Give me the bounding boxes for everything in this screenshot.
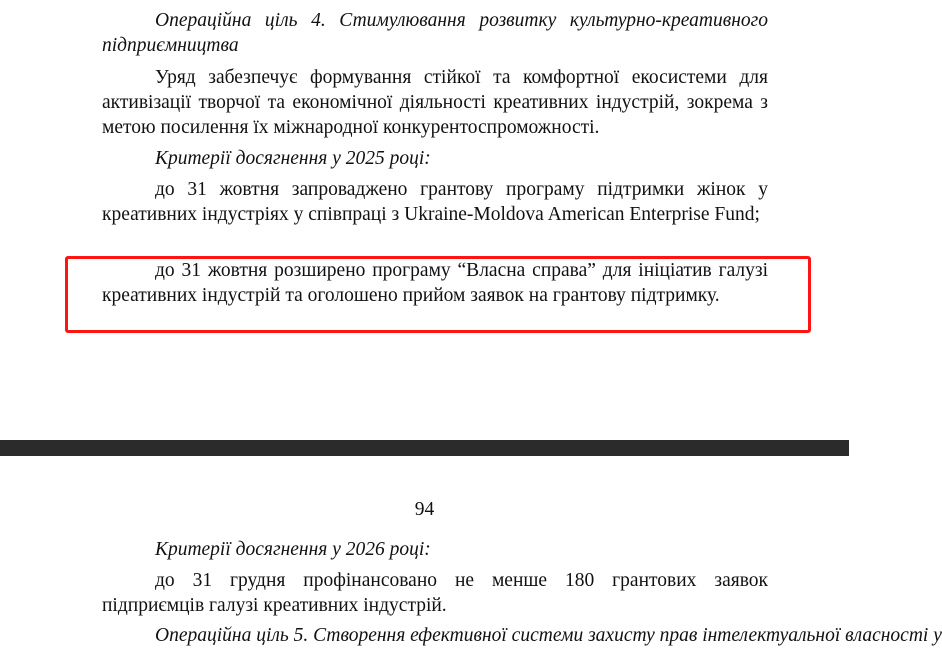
criteria-item-women-grant-program: до 31 жовтня запроваджено грантову програму підтримки жінок у креативних індустріях у співпраці з Ukraine-Moldova American Enterprise Fund;: [102, 179, 768, 225]
document-page-2: [0, 456, 942, 646]
page-number: 94: [414, 499, 435, 520]
page-separator: [0, 440, 849, 456]
criteria-2026-heading: Критерії досягнення у 2026 році:: [155, 539, 431, 560]
operational-goal-5-heading-partial: Операційна ціль 5. Створення ефективної системи захисту прав інтелектуальної власності у: [155, 625, 942, 646]
red-highlight-box: [65, 256, 811, 333]
criteria-item-own-business-program: до 31 жовтня розширено програму “Власна справа” для ініціатив галузі креативних індустрій та оголошено прийом заявок на грантову підтримку.: [102, 260, 768, 306]
criteria-2025-heading: Критерії досягнення у 2025 році:: [155, 148, 431, 169]
operational-goal-4-heading: Операційна ціль 4. Стимулювання розвитку культурно-креативного підприємництва: [102, 10, 768, 56]
criteria-item-grant-financing: до 31 грудня профінансовано не менше 180 грантових заявок підприємців галузі креативних індустрій.: [102, 570, 768, 616]
government-description-paragraph: Уряд забезпечує формування стійкої та комфортної екосистеми для активізації творчої та економічної діяльності креативних індустрій, зокрема з метою посилення їх міжнародної конкурентоспроможності.: [102, 67, 768, 138]
